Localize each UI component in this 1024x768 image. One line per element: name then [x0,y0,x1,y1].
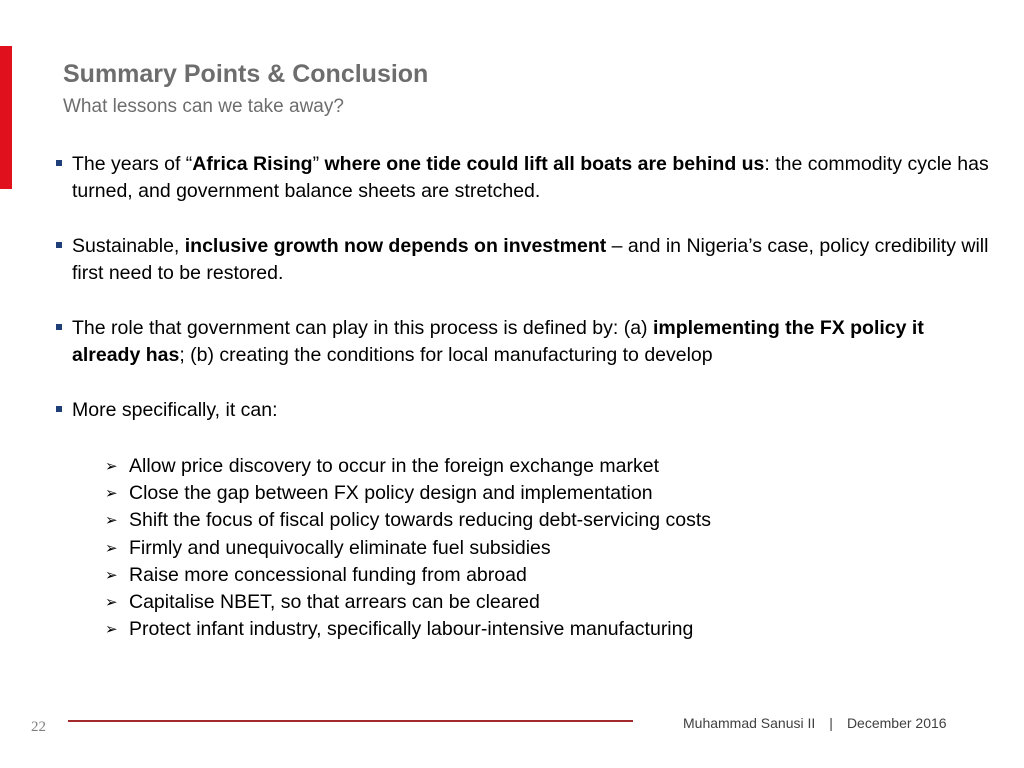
arrow-bullet-icon: ➢ [105,566,118,584]
action-item: ➢ Protect infant industry, specifically labour-intensive manufacturing [105,616,985,643]
action-list [105,453,985,643]
action-item: ➢ Capitalise NBET, so that arrears can be cleared [105,589,985,616]
bullet-item: The role that government can play in this process is defined by: (a) implementing the FX policy it already has; (b) creating the conditions for local manufacturing to develop [54,315,994,369]
arrow-bullet-icon: ➢ [105,594,118,612]
arrow-bullet-icon: ➢ [105,485,118,503]
bullet-item: The years of “Africa Rising” where one tide could lift all boats are behind us: the commodity cycle has turned, and government balance sheets are stretched. [54,151,994,205]
action-item: ➢ Firmly and unequivocally eliminate fuel subsidies [105,535,985,562]
arrow-bullet-icon: ➢ [105,512,118,530]
slide-subtitle: What lessons can we take away? [63,96,344,117]
bullet-square-icon [56,242,62,248]
arrow-bullet-icon: ➢ [105,621,118,639]
footer-date: December 2016 [846,715,947,731]
footer-separator: | [829,715,833,731]
bullet-square-icon [56,160,62,166]
bullet-square-icon [56,324,62,330]
bullet-list [54,151,994,452]
slide-title: Summary Points & Conclusion [63,60,429,88]
bullet-item: More specifically, it can: [54,397,994,424]
bullet-square-icon [56,406,62,412]
footer-divider [68,720,633,722]
arrow-bullet-icon: ➢ [105,458,118,475]
action-item: ➢ Shift the focus of fiscal policy towards reducing debt-servicing costs [105,507,985,534]
footer-credit [683,715,947,731]
page-number: 22 [31,719,46,735]
action-item: ➢ Raise more concessional funding from abroad [105,562,985,589]
bullet-item: Sustainable, inclusive growth now depends on investment – and in Nigeria’s case, policy credibility will first need to be restored. [54,233,994,287]
action-item: ➢ Close the gap between FX policy design and implementation [105,480,985,507]
arrow-bullet-icon: ➢ [105,539,118,557]
action-item: ➢ Allow price discovery to occur in the foreign exchange market [105,453,985,480]
accent-bar [0,46,12,189]
footer-author: Muhammad Sanusi II [683,715,816,731]
